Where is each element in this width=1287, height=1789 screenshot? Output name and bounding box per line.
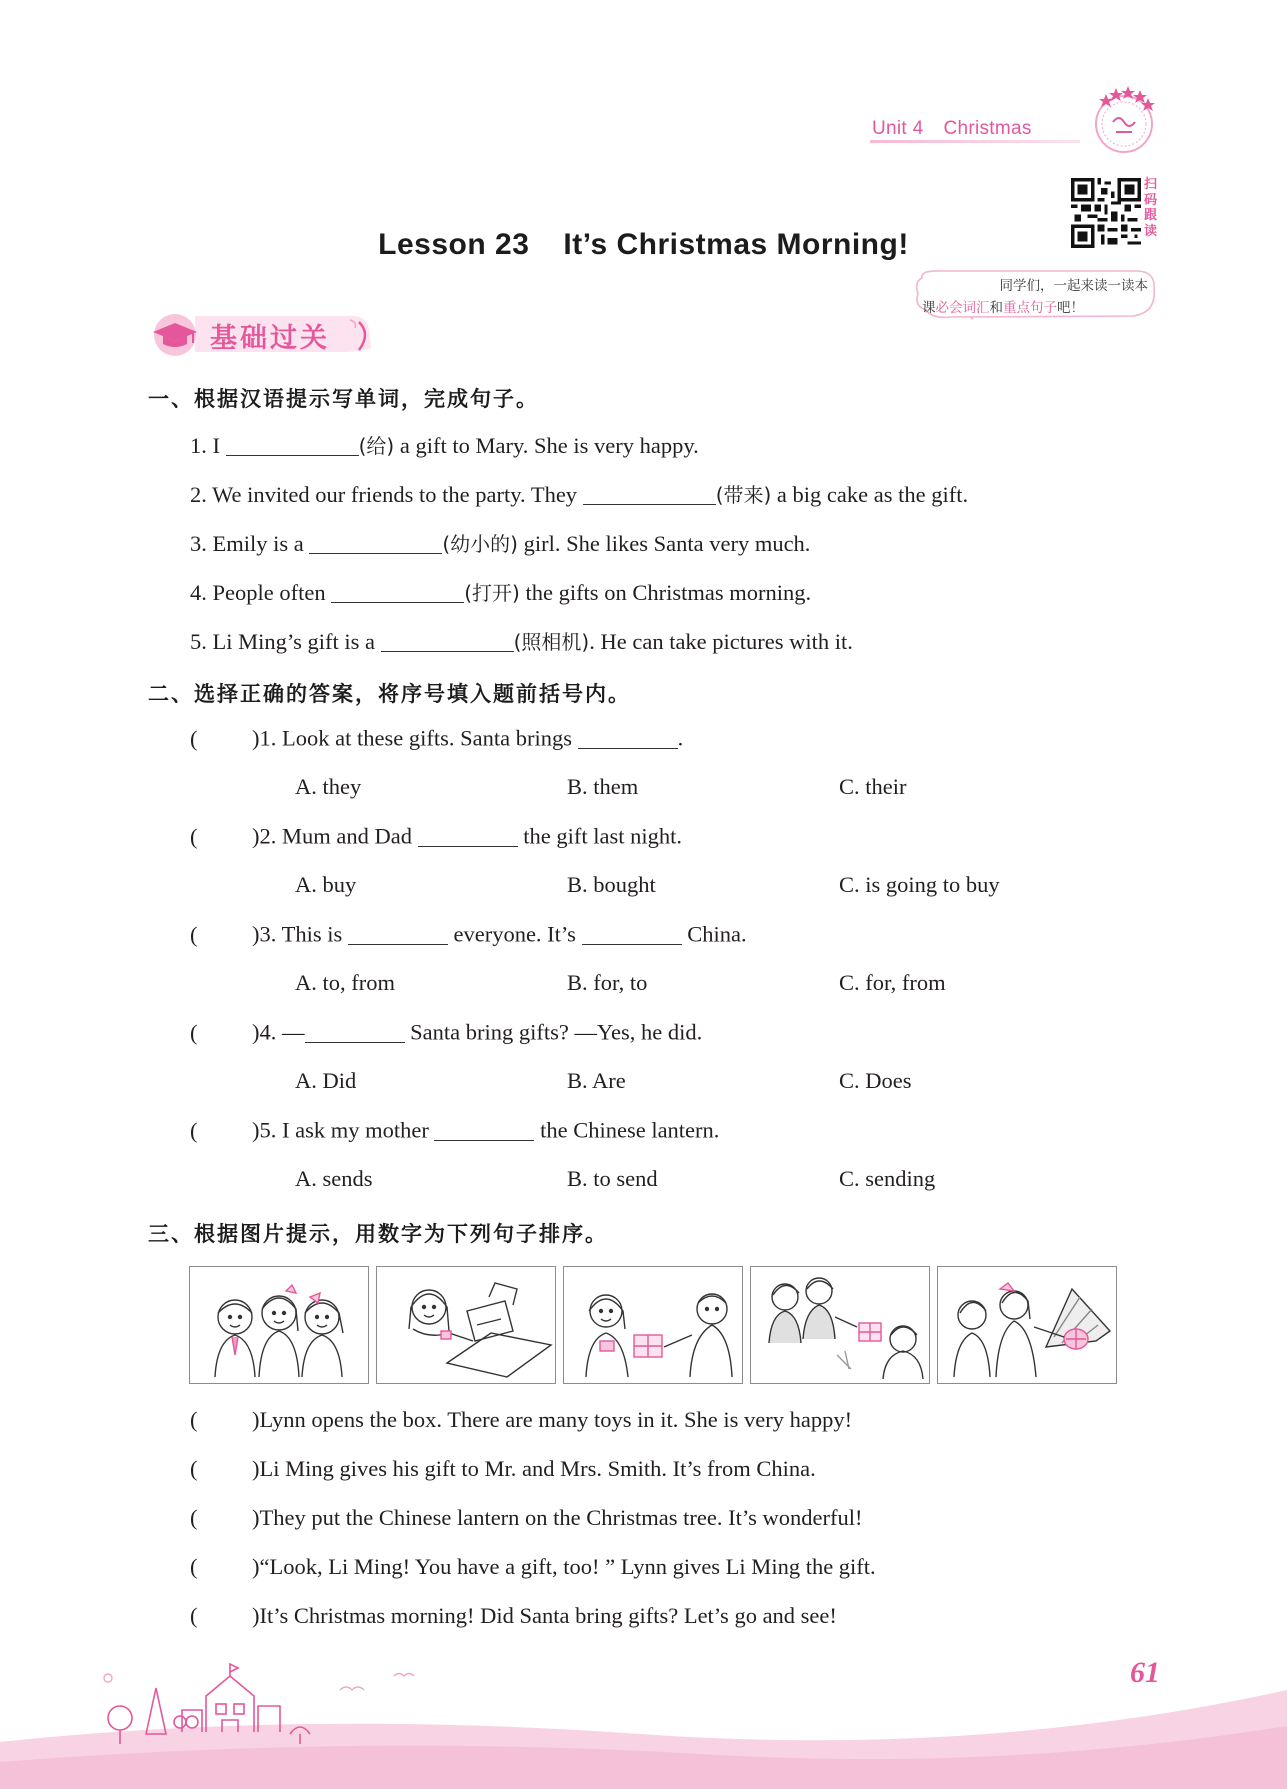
part2-options-5 — [295, 1166, 935, 1192]
question-text: China. — [681, 921, 747, 947]
item-text: 5. Li Ming’s gift is a — [190, 629, 381, 654]
question-text: Santa bring gifts? —Yes, he did. — [404, 1019, 703, 1045]
sentence-text: )Li Ming gives his gift to Mr. and Mrs. Smith. It’s from China. — [252, 1456, 816, 1481]
tip-text-part: 和 — [989, 300, 1003, 316]
qr-label-char: 跟 — [1144, 208, 1158, 223]
answer-blank[interactable] — [418, 823, 518, 847]
section-badge-label: 基础过关 — [210, 323, 330, 354]
part2-options-1 — [295, 774, 907, 800]
bird-icon — [104, 1674, 414, 1691]
unit-topic: Christmas — [943, 118, 1032, 139]
option-c[interactable]: C. is going to buy — [839, 872, 1000, 897]
part2-question-2 — [190, 823, 682, 850]
item-text: girl. She likes Santa very much. — [517, 531, 811, 556]
answer-blank[interactable] — [305, 1019, 405, 1043]
part2-options-3 — [295, 970, 946, 996]
question-number: )1. — [252, 725, 282, 751]
lantern-picture — [937, 1266, 1117, 1384]
part3-sentence-3 — [190, 1505, 862, 1531]
question-text: . — [677, 725, 684, 751]
answer-paren[interactable]: ( — [190, 921, 198, 947]
option-a[interactable]: A. Did — [295, 1068, 357, 1093]
chinese-hint: (打开) — [464, 581, 520, 605]
option-a[interactable]: A. buy — [295, 872, 357, 897]
answer-paren[interactable]: ( — [190, 1456, 198, 1481]
option-b[interactable]: B. for, to — [567, 970, 648, 995]
answer-paren[interactable]: ( — [190, 1407, 198, 1432]
publisher-logo-icon — [1086, 80, 1162, 156]
question-text: everyone. It’s — [447, 921, 582, 947]
page-title — [0, 228, 1287, 262]
option-b[interactable]: B. them — [567, 774, 639, 799]
item-text: . He can take pictures with it. — [589, 629, 853, 654]
answer-paren[interactable]: ( — [190, 1117, 198, 1143]
part2-question-1 — [190, 725, 683, 752]
option-c[interactable]: C. their — [839, 774, 907, 799]
chinese-hint: (照相机) — [513, 630, 590, 654]
question-text: Mum and Dad — [282, 823, 418, 849]
opening-box-picture — [376, 1266, 556, 1384]
part2-options-2 — [295, 872, 1000, 898]
item-text: 3. Emily is a — [190, 531, 310, 556]
unit-header — [872, 118, 1052, 140]
chinese-hint: (给) — [358, 434, 395, 458]
part1-item-2 — [190, 479, 968, 508]
question-text: This is — [281, 921, 348, 947]
answer-paren[interactable]: ( — [190, 1603, 198, 1628]
option-a[interactable]: A. to, from — [295, 970, 395, 995]
answer-paren[interactable]: ( — [190, 823, 198, 849]
part3-sentence-4 — [190, 1554, 876, 1580]
part3-sentence-1 — [190, 1407, 852, 1433]
answer-blank[interactable] — [226, 433, 359, 457]
question-text: I ask my mother — [282, 1117, 435, 1143]
chinese-hint: (带来) — [715, 483, 772, 507]
part2-question-4 — [190, 1019, 702, 1046]
chinese-hint: (幼小的) — [442, 532, 518, 556]
qr-label-char: 读 — [1144, 223, 1158, 239]
question-text: Look at these gifts. Santa brings — [282, 725, 578, 751]
answer-blank[interactable] — [348, 921, 448, 945]
option-b[interactable]: B. bought — [567, 872, 656, 897]
part3-heading: 三、根据图片提示，用数字为下列句子排序。 — [148, 1222, 608, 1246]
tip-line-1: 同学们，一起来读一读本 — [999, 278, 1148, 294]
answer-blank[interactable] — [331, 580, 464, 604]
item-text: 1. I — [190, 433, 226, 458]
tip-highlight-sentences: 重点句子 — [1003, 300, 1057, 316]
answer-blank[interactable] — [582, 921, 682, 945]
option-c[interactable]: C. for, from — [839, 970, 946, 995]
sentence-text: )“Look, Li Ming! You have a gift, too! ” Lynn gives Li Ming the gift. — [252, 1554, 876, 1579]
option-a[interactable]: A. they — [295, 774, 362, 799]
question-text: the gift last night. — [517, 823, 682, 849]
part1-item-3 — [190, 528, 810, 557]
tip-highlight-vocab: 必会词汇 — [935, 300, 990, 316]
part1-heading: 一、根据汉语提示写单词，完成句子。 — [148, 387, 539, 411]
question-text: — — [282, 1019, 305, 1045]
header-rule — [870, 140, 1080, 143]
giving-gift-picture — [563, 1266, 743, 1384]
question-text: the Chinese lantern. — [534, 1117, 720, 1143]
answer-blank[interactable] — [583, 482, 716, 506]
part1-item-4 — [190, 577, 811, 606]
part3-sentence-5 — [190, 1603, 837, 1629]
question-number: )3. — [252, 921, 282, 947]
item-text: a big cake as the gift. — [771, 482, 969, 507]
qr-label-char: 扫 — [1144, 177, 1158, 192]
answer-blank[interactable] — [309, 531, 442, 555]
option-c[interactable]: C. Does — [839, 1068, 912, 1093]
option-c[interactable]: C. sending — [839, 1166, 936, 1191]
item-text: 2. We invited our friends to the party. They — [190, 482, 583, 507]
castle-icon — [182, 1664, 280, 1732]
part1-item-1 — [190, 430, 699, 459]
sentence-text: )They put the Chinese lantern on the Christmas tree. It’s wonderful! — [252, 1505, 863, 1530]
part2-question-3 — [190, 921, 747, 948]
option-b[interactable]: B. Are — [567, 1068, 626, 1093]
unit-label: Unit 4 — [872, 118, 924, 139]
answer-paren[interactable]: ( — [190, 725, 198, 751]
tip-text-part: 课 — [922, 300, 936, 316]
part3-sentence-2 — [190, 1456, 816, 1482]
answer-blank[interactable] — [578, 725, 678, 749]
item-text: 4. People often — [190, 580, 332, 605]
part2-question-5 — [190, 1117, 719, 1144]
option-b[interactable]: B. to send — [567, 1166, 658, 1191]
answer-paren[interactable]: ( — [190, 1019, 198, 1045]
sentence-text: )Lynn opens the box. There are many toys in it. She is very happy! — [252, 1407, 853, 1432]
page-number: 61 — [1130, 1656, 1160, 1689]
tip-line-2 — [922, 297, 1158, 319]
question-number: )5. — [252, 1117, 282, 1143]
answer-paren[interactable]: ( — [190, 1505, 198, 1530]
question-number: )2. — [252, 823, 282, 849]
family-gift-picture — [750, 1266, 930, 1384]
part2-options-4 — [295, 1068, 912, 1094]
item-text: the gifts on Christmas morning. — [519, 580, 812, 605]
answer-blank[interactable] — [434, 1117, 534, 1141]
tip-text — [922, 275, 1158, 319]
children-picture — [189, 1266, 369, 1384]
question-number: )4. — [252, 1019, 282, 1045]
answer-paren[interactable]: ( — [190, 1554, 198, 1579]
sentence-text: )It’s Christmas morning! Did Santa bring gifts? Let’s go and see! — [252, 1603, 837, 1628]
part2-heading: 二、选择正确的答案，将序号填入题前括号内。 — [148, 682, 631, 706]
lesson-number: Lesson 23 — [378, 228, 530, 261]
answer-blank[interactable] — [381, 629, 514, 653]
qr-label-char: 码 — [1144, 192, 1158, 208]
part1-item-5 — [190, 626, 853, 655]
lesson-title-text: It’s Christmas Morning! — [563, 228, 909, 261]
item-text: a gift to Mary. She is very happy. — [394, 433, 699, 458]
tip-text-part: 吧！ — [1057, 300, 1084, 316]
option-a[interactable]: A. sends — [295, 1166, 373, 1191]
footer-decoration — [0, 1630, 1287, 1789]
